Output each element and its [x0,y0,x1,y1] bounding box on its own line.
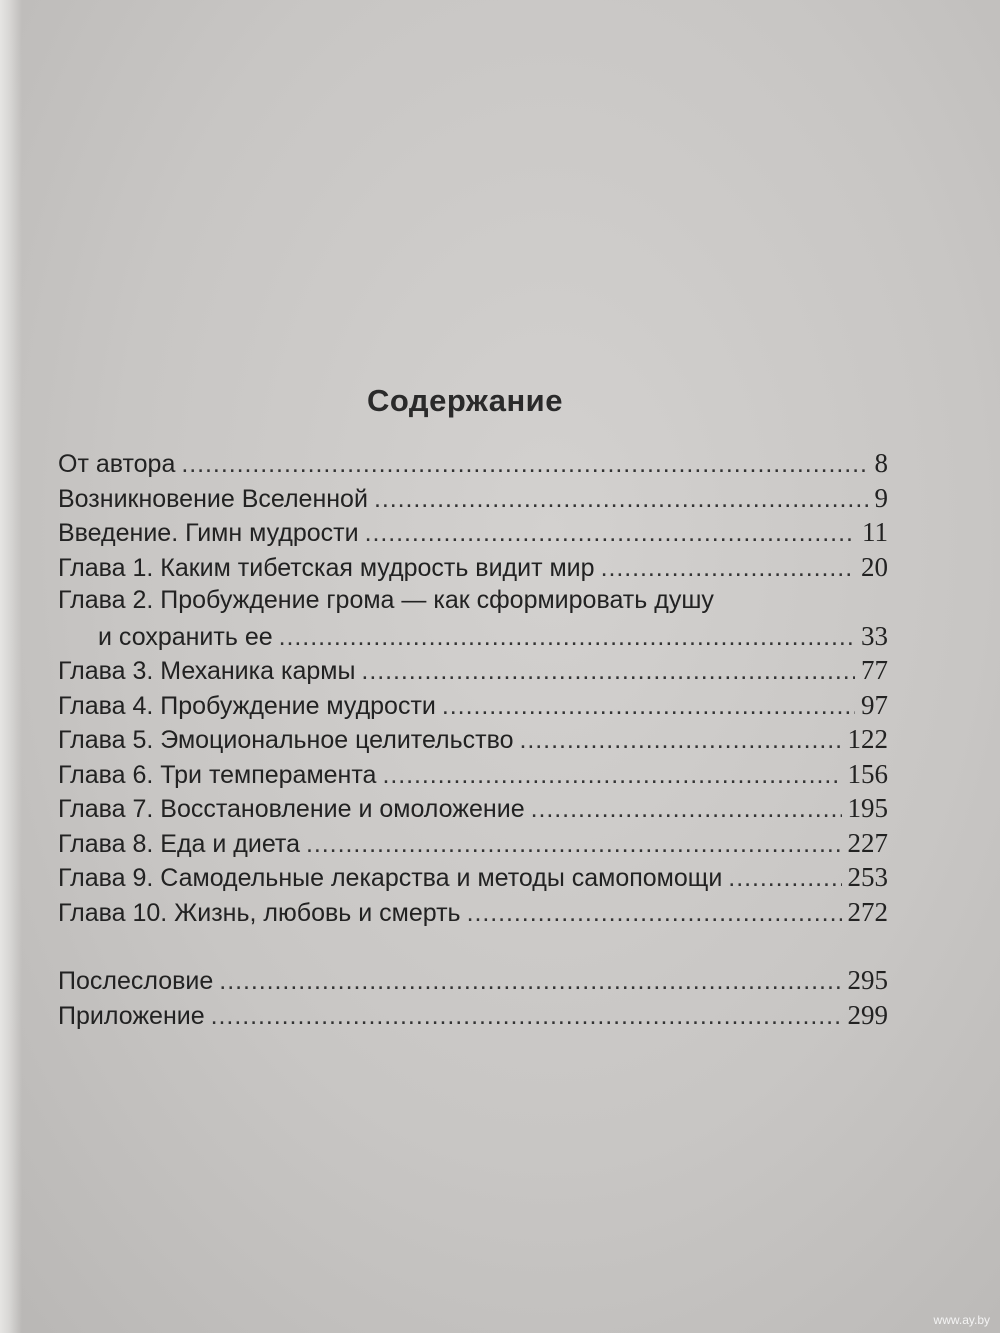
dot-leader [211,1002,842,1031]
toc-entry [58,862,888,897]
toc-entry-page: 8 [874,448,888,478]
site-watermark: www.ay.by [933,1313,990,1327]
toc-entry-label: Глава 2. Пробуждение грома — как сформировать душу [58,586,714,614]
toc-entry-page: 33 [861,620,888,651]
toc-entry [58,724,888,759]
toc-entry [58,586,888,621]
toc-entry-label: Глава 1. Каким тибетская мудрость видит мир [58,553,595,582]
toc-entry [58,552,888,587]
toc-entry [58,965,888,1000]
toc-entry-page: 9 [874,482,888,513]
page-title: Содержание [367,382,563,418]
toc-entry [58,690,888,725]
toc-entry [58,793,888,828]
toc-entry [58,759,888,794]
toc-entry-page: 20 [861,551,888,582]
table-of-contents [58,448,888,1034]
toc-entry-label: Глава 6. Три темперамента [58,760,377,789]
dot-leader [306,830,842,859]
dot-leader [279,623,855,652]
toc-entry-page: 122 [847,724,888,754]
toc-entry-page: 97 [861,689,888,720]
toc-entry-page: 253 [847,862,888,892]
toc-entry-page: 195 [847,793,888,823]
toc-entry-page: 227 [847,827,888,858]
toc-entry-label: Приложение [58,1001,205,1030]
toc-entry-page: 77 [861,655,888,685]
dot-leader [374,485,869,514]
toc-entry-continuation [58,621,888,656]
toc-entry-page: 156 [847,758,888,789]
toc-entry-page: 299 [847,999,888,1030]
toc-entry-label: Глава 9. Самодельные лекарства и методы самопомощи [58,864,723,892]
dot-leader [728,864,841,893]
dot-leader [467,899,842,928]
toc-entry [58,655,888,690]
dot-leader [442,692,855,721]
toc-entry-label: и сохранить ее [98,622,273,651]
dot-leader [219,967,841,996]
toc-entry [58,897,888,932]
toc-entry-label: Глава 7. Восстановление и омоложение [58,795,525,823]
toc-entry [58,1000,888,1035]
toc-entry [58,828,888,863]
toc-entry-label: Глава 8. Еда и диета [58,829,300,858]
toc-entry-label: Глава 4. Пробуждение мудрости [58,691,436,720]
dot-leader [181,450,868,479]
toc-entry [58,448,888,483]
page-edge [0,0,22,1333]
toc-entry-page: 11 [862,517,888,547]
toc-entry-label: Введение. Гимн мудрости [58,519,359,547]
dot-leader [382,761,841,790]
toc-entry-page: 295 [847,965,888,995]
toc-entry [58,517,888,552]
toc-entry-label: Глава 3. Механика кармы [58,657,356,685]
dot-leader [365,519,856,548]
toc-entry-label: Глава 10. Жизнь, любовь и смерть [58,898,461,927]
section-gap [58,931,888,965]
toc-entry-label: Послесловие [58,967,214,995]
toc-entry-page: 272 [847,896,888,927]
toc-entry-label: Глава 5. Эмоциональное целительство [58,726,514,754]
toc-entry-label: Возникновение Вселенной [58,484,368,513]
dot-leader [361,657,855,686]
dot-leader [601,554,855,583]
dot-leader [520,726,842,755]
dot-leader [531,795,842,824]
toc-entry-label: От автора [58,450,176,478]
toc-entry [58,483,888,518]
